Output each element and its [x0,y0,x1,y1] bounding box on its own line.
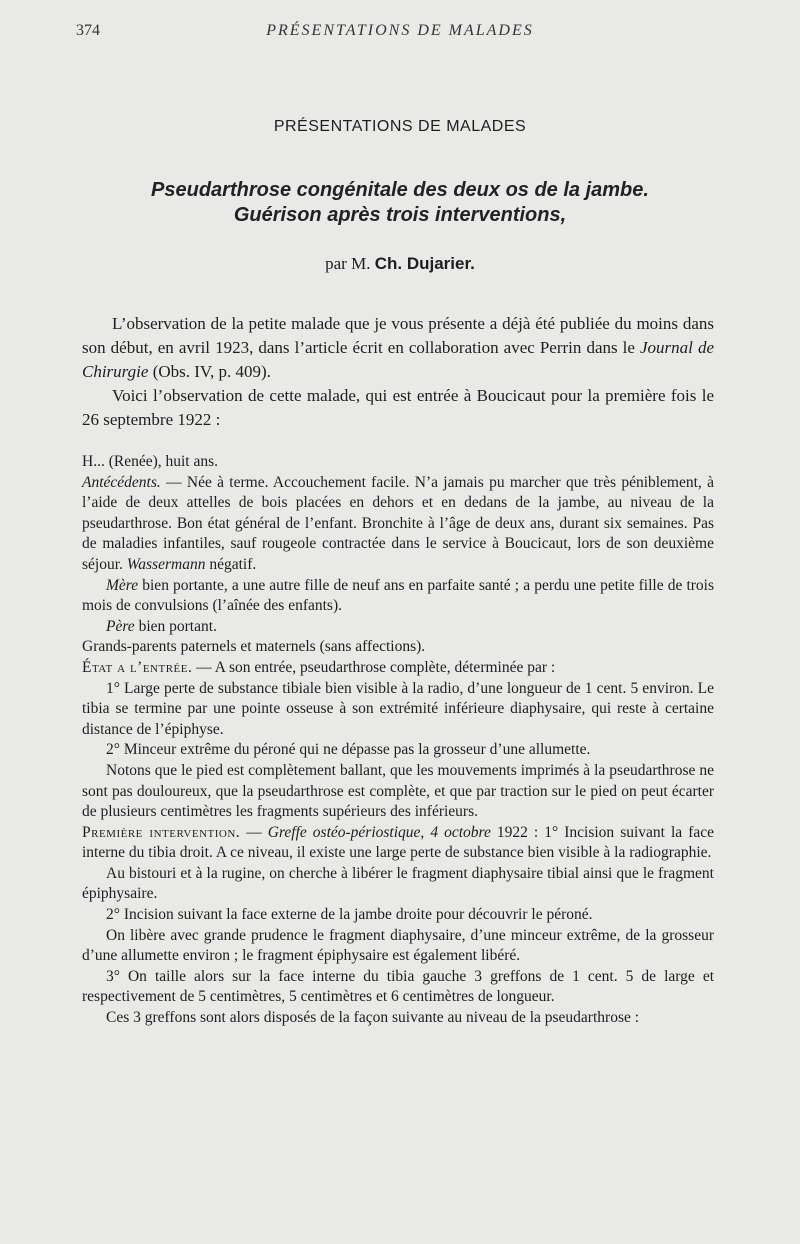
notons-paragraph: Notons que le pied est complètement ballant, que les mouvements imprimés à la pseudarthrose ne sont pas douloureux, que la pseudarthrose est complète, et que par traction sur le pied on peut écarter de plusieurs centimètres les fragments supérieurs des inférieurs. [82,761,714,821]
greffons-paragraph: Ces 3 greffons sont alors disposés de la façon suivante au niveau de la pseudarthrose : [106,1009,640,1027]
premiere-label: Première intervention. [82,823,241,841]
intro-paragraph-1 [82,312,714,384]
section-title: PRÉSENTATIONS DE MALADES [273,118,527,135]
etat-text: — A son entrée, pseudarthrose complète, déterminée par : [192,658,556,676]
antecedents-text: — Née à terme. Accouchement facile. N’a jamais pu marcher que très péniblement, à l’aide de deux attelles de bois placées en dehors et en dedans de la jambe, au niveau de la pseudarthrose. Bon état général de l’enfant. Bronchite à l’âge de deux ans, durant six semaines. Pas de maladies infantiles, sauf rougeole contractée dans le service à Boucicaut, lors de son deuxième séjour. [82,473,714,573]
bistouri-paragraph: Au bistouri et à la rugine, on cherche à libérer le fragment diaphysaire tibial ainsi que le fragment épiphysaire. [82,864,714,903]
article-title-line-1: Pseudarthrose congénitale des deux os de la jambe. [151,179,649,201]
observation-section [82,452,714,1029]
premiere-greffe: Greffe ostéo-périostique, 4 octobre [267,823,491,841]
etat-label: État a l’entrée. [82,658,193,676]
point-2-paragraph: 2° Minceur extrême du péroné qui ne dépasse pas la grosseur d’une allumette. [106,741,591,759]
wassermann-label: Wassermann [126,555,206,573]
etat-paragraph [82,658,714,679]
pere-text: bien portant. [134,617,217,635]
author-line [0,254,800,274]
patient-line: H... (Renée), huit ans. [82,453,219,470]
pere-paragraph [82,617,714,638]
mere-paragraph [82,576,714,617]
mere-label: Mère [106,576,139,594]
article-title-line-2: Guérison après trois interventions, [233,204,567,226]
pere-label: Père [106,617,135,635]
author-name: Ch. Dujarier. [374,254,475,273]
intro-paragraph-2: Voici l’observation de cette malade, qui est entrée à Boucicaut pour la première fois le 26 septembre 1922 : [82,386,714,429]
intro-text: L’observation de la petite malade que je vous présente a déjà été publiée du moins dans son début, en avril 1923, dans l’article écrit en collaboration avec Perrin dans le [82,314,714,357]
grands-parents-paragraph: Grands-parents paternels et maternels (sans affections). [82,638,426,656]
running-title: PRÉSENTATIONS DE MALADES [266,22,534,39]
running-header [0,22,800,48]
taille-3-paragraph: 3° On taille alors sur la face interne du tibia gauche 3 greffons de 1 cent. 5 de large et respectivement de 5 centimètres, 5 centimètres et 6 centimètres de longueur. [82,967,714,1006]
intro-section [82,312,714,432]
premiere-dash: — [240,823,268,841]
antecedents-paragraph [82,473,714,576]
incision-2-paragraph: 2° Incision suivant la face externe de la jambe droite pour découvrir le péroné. [106,906,593,924]
wassermann-text: négatif. [205,555,257,573]
libere-paragraph: On libère avec grande prudence le fragment diaphysaire, d’une minceur extrême, de la grosseur d’une allumette environ ; le fragment épiphysaire est également libéré. [82,926,714,965]
page-number: 374 [76,22,100,39]
premiere-text: 1922 : 1° Incision suivant la face interne du tibia droit. A ce niveau, il existe une large perte de substance bien visible à la radiographie. [82,823,715,862]
article-title [90,178,710,228]
journal-name: Journal de Chirurgie [82,338,714,381]
intro-text-ref: (Obs. IV, p. 409). [148,362,271,381]
author-prefix: par M. [325,254,371,273]
point-1-paragraph: 1° Large perte de substance tibiale bien visible à la radio, d’une longueur de 1 cent. 5 environ. Le tibia se termine par une pointe osseuse à son extrémité inférieure diaphysaire, qui reste à certaine distance de l’épiphyse. [82,679,714,738]
mere-text: bien portante, a une autre fille de neuf ans en parfaite santé ; a perdu une petite fille de trois mois de convulsions (l’aînée des enfants). [82,576,714,615]
premiere-intervention-paragraph [82,823,714,864]
antecedents-label: Antécédents. [82,473,161,491]
